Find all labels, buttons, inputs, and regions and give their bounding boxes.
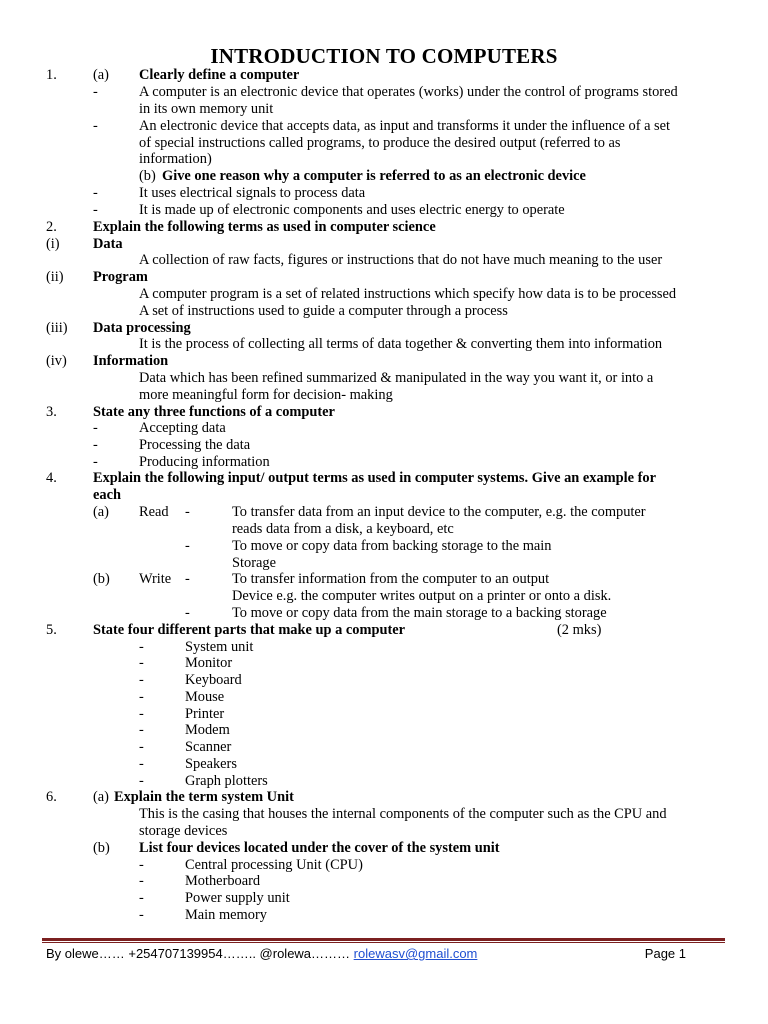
q2-i-definition: A collection of raw facts, figures or instructions that do not have much meaning to the user bbox=[139, 252, 663, 268]
q1-a-title: Clearly define a computer bbox=[139, 67, 300, 83]
q1-b1: It uses electrical signals to process data bbox=[139, 185, 366, 201]
list-item: Central processing Unit (CPU) bbox=[185, 857, 363, 873]
list-item: Main memory bbox=[185, 907, 267, 923]
bullet: - bbox=[139, 722, 144, 738]
page-footer bbox=[46, 946, 686, 966]
footer-author-text: By olewe…… +254707139954…….. @rolewa……… bbox=[46, 946, 354, 961]
bullet: - bbox=[139, 890, 144, 906]
bullet: - bbox=[93, 454, 98, 470]
q4-number: 4. bbox=[46, 470, 57, 486]
q2-ii-definition1: A computer program is a set of related instructions which specify how data is to be processed bbox=[139, 286, 677, 302]
q5-title: State four different parts that make up a computer bbox=[93, 622, 406, 638]
bullet: - bbox=[139, 706, 144, 722]
q2-ii-label: (ii) bbox=[46, 269, 64, 285]
list-item: Producing information bbox=[139, 454, 270, 470]
list-item: Printer bbox=[185, 706, 225, 722]
bullet: - bbox=[93, 420, 98, 436]
bullet: - bbox=[93, 437, 98, 453]
q1-b-title: Give one reason why a computer is referred to as an electronic device bbox=[162, 168, 586, 184]
bullet: - bbox=[185, 504, 190, 520]
q1-a-label: (a) bbox=[93, 67, 109, 83]
footer-rule-thick bbox=[42, 938, 725, 941]
bullet: - bbox=[185, 538, 190, 554]
q1-a2-line2: of special instructions called programs, to produce the desired output (referred to as bbox=[139, 135, 621, 151]
footer-page-number: Page 1 bbox=[644, 946, 686, 961]
q1-number: 1. bbox=[46, 67, 57, 83]
q4-a-label: (a) bbox=[93, 504, 109, 520]
bullet: - bbox=[139, 773, 144, 789]
q2-i-label: (i) bbox=[46, 236, 60, 252]
footer-author bbox=[46, 946, 477, 961]
q1-a2-line1: An electronic device that accepts data, as input and transforms it under the influence of a set bbox=[139, 118, 671, 134]
q4-b1-line2: Device e.g. the computer writes output on a printer or onto a disk. bbox=[232, 588, 612, 604]
q6-a-definition2: storage devices bbox=[139, 823, 228, 839]
q2-iii-term: Data processing bbox=[93, 320, 191, 336]
q4-b-label: (b) bbox=[93, 571, 110, 587]
bullet: - bbox=[139, 857, 144, 873]
list-item: Monitor bbox=[185, 655, 233, 671]
bullet: - bbox=[185, 605, 190, 621]
bullet: - bbox=[139, 672, 144, 688]
bullet: - bbox=[93, 202, 98, 218]
q6-a-label: (a) bbox=[93, 789, 109, 805]
list-item: Power supply unit bbox=[185, 890, 290, 906]
q2-iv-term: Information bbox=[93, 353, 169, 369]
bullet: - bbox=[93, 185, 98, 201]
q1-a1-line2: in its own memory unit bbox=[139, 101, 274, 117]
bullet: - bbox=[139, 907, 144, 923]
list-item: System unit bbox=[185, 639, 254, 655]
q2-iii-definition: It is the process of collecting all terms of data together & converting them into information bbox=[139, 336, 663, 352]
q4-a2-line1: To move or copy data from backing storage to the main bbox=[232, 538, 552, 554]
list-item: Accepting data bbox=[139, 420, 226, 436]
q6-b-label: (b) bbox=[93, 840, 110, 856]
q2-iv-definition2: more meaningful form for decision- making bbox=[139, 387, 393, 403]
q4-a2-line2: Storage bbox=[232, 555, 276, 571]
footer-email-link[interactable]: rolewasv@gmail.com bbox=[353, 946, 478, 961]
list-item: Motherboard bbox=[185, 873, 261, 889]
q1-b2: It is made up of electronic components and uses electric energy to operate bbox=[139, 202, 565, 218]
q2-title: Explain the following terms as used in computer science bbox=[93, 219, 436, 235]
q2-number: 2. bbox=[46, 219, 57, 235]
bullet: - bbox=[139, 739, 144, 755]
q5-marks: (2 mks) bbox=[557, 622, 602, 638]
list-item: Scanner bbox=[185, 739, 232, 755]
list-item: Processing the data bbox=[139, 437, 251, 453]
q5-number: 5. bbox=[46, 622, 57, 638]
q1-b-label: (b) bbox=[139, 168, 156, 184]
q6-number: 6. bbox=[46, 789, 57, 805]
q4-a-term: Read bbox=[139, 504, 169, 520]
bullet: - bbox=[139, 639, 144, 655]
q4-a1-line2: reads data from a disk, a keyboard, etc bbox=[232, 521, 454, 537]
q2-iv-definition1: Data which has been refined summarized & manipulated in the way you want it, or into a bbox=[139, 370, 654, 386]
bullet: - bbox=[139, 689, 144, 705]
bullet: - bbox=[93, 118, 98, 134]
q4-title-line2: each bbox=[93, 487, 121, 503]
list-item: Mouse bbox=[185, 689, 225, 705]
bullet: - bbox=[139, 756, 144, 772]
list-item: Modem bbox=[185, 722, 230, 738]
page-title: INTRODUCTION TO COMPUTERS bbox=[210, 44, 558, 68]
list-item: Graph plotters bbox=[185, 773, 268, 789]
q1-a1-line1: A computer is an electronic device that operates (works) under the control of programs stored bbox=[139, 84, 678, 100]
q1-a2-line3: information) bbox=[139, 151, 212, 167]
q2-ii-definition2: A set of instructions used to guide a computer through a process bbox=[139, 303, 508, 319]
q4-b-term: Write bbox=[139, 571, 172, 587]
footer-rule-thin bbox=[42, 942, 725, 943]
q4-b2: To move or copy data from the main storage to a backing storage bbox=[232, 605, 607, 621]
q3-title: State any three functions of a computer bbox=[93, 404, 335, 420]
bullet: - bbox=[93, 84, 98, 100]
q6-a-title: Explain the term system Unit bbox=[114, 789, 294, 805]
q2-iv-label: (iv) bbox=[46, 353, 67, 369]
list-item: Keyboard bbox=[185, 672, 242, 688]
q6-b-title: List four devices located under the cover of the system unit bbox=[139, 840, 500, 856]
bullet: - bbox=[139, 873, 144, 889]
bullet: - bbox=[139, 655, 144, 671]
q6-a-definition1: This is the casing that houses the internal components of the computer such as the CPU and bbox=[139, 806, 667, 822]
q3-number: 3. bbox=[46, 404, 57, 420]
bullet: - bbox=[185, 571, 190, 587]
q4-a1-line1: To transfer data from an input device to the computer, e.g. the computer bbox=[232, 504, 646, 520]
q2-i-term: Data bbox=[93, 236, 123, 252]
q4-b1-line1: To transfer information from the computer to an output bbox=[232, 571, 550, 587]
list-item: Speakers bbox=[185, 756, 237, 772]
q2-ii-term: Program bbox=[93, 269, 148, 285]
q4-title-line1: Explain the following input/ output terms as used in computer systems. Give an example for bbox=[93, 470, 656, 486]
q2-iii-label: (iii) bbox=[46, 320, 68, 336]
